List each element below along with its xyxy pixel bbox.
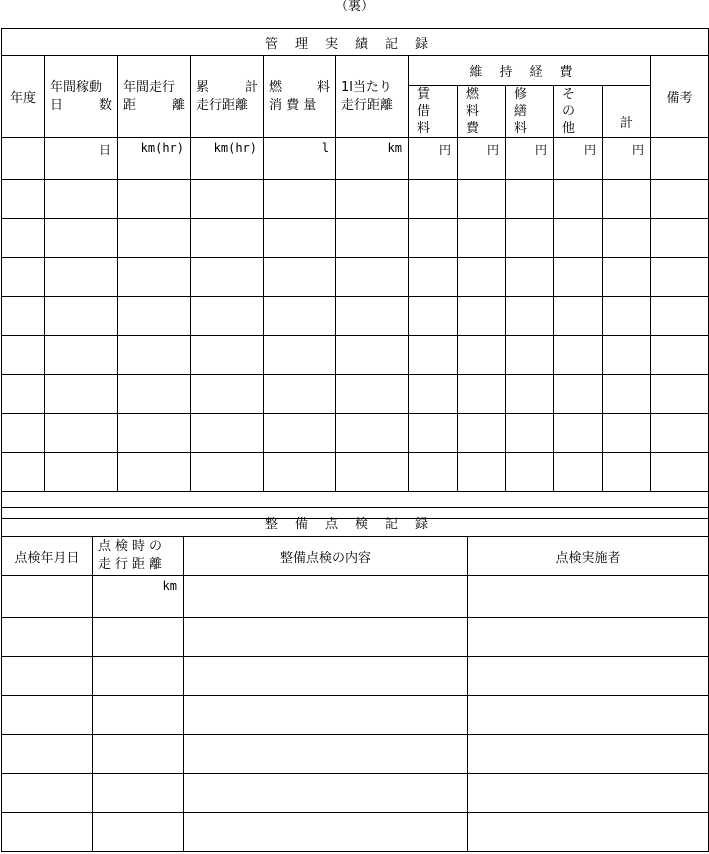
table-row [2,414,709,453]
entry-cell[interactable] [184,657,468,696]
entry-cell[interactable] [554,336,603,375]
entry-cell[interactable] [45,336,118,375]
entry-cell[interactable] [506,219,554,258]
entry-cell[interactable] [118,219,191,258]
entry-cell[interactable] [45,180,118,219]
entry-cell[interactable] [191,375,264,414]
unit-cell[interactable]: 円 [554,138,603,180]
entry-cell[interactable] [458,297,506,336]
entry-cell[interactable] [2,180,45,219]
entry-cell[interactable] [336,219,409,258]
entry-cell[interactable] [93,774,184,813]
entry-cell[interactable] [651,336,709,375]
table-row [2,618,709,657]
entry-cell[interactable] [458,336,506,375]
entry-cell[interactable] [409,453,458,492]
header-fuel-consumption: 燃 料 消 費 量 [264,56,336,138]
entry-cell[interactable] [603,258,651,297]
header-annual-operating-days: 年間稼動 日 数 [45,56,118,138]
inspection-data-rows [2,618,709,852]
entry-cell[interactable] [93,657,184,696]
entry-cell[interactable] [506,336,554,375]
entry-cell[interactable] [118,375,191,414]
entry-cell[interactable] [45,453,118,492]
entry-cell[interactable] [45,219,118,258]
entry-cell[interactable] [603,180,651,219]
entry-cell[interactable] [554,453,603,492]
entry-cell[interactable] [2,258,45,297]
unit-cell[interactable] [468,576,709,618]
header-other: そ の 他 [554,86,603,138]
entry-cell[interactable] [93,618,184,657]
unit-row [2,138,709,180]
entry-cell[interactable] [191,219,264,258]
header-inspection-date: 点検年月日 [2,537,93,576]
entry-cell[interactable] [468,774,709,813]
management-data-rows [2,180,709,492]
table-row [2,336,709,375]
entry-cell[interactable] [336,453,409,492]
header-inspection-distance: 点検時の 走行距離 [93,537,184,576]
entry-cell[interactable] [93,696,184,735]
entry-cell[interactable] [603,453,651,492]
entry-cell[interactable] [554,375,603,414]
table-row [2,813,709,852]
entry-cell[interactable] [458,180,506,219]
entry-cell[interactable] [191,258,264,297]
inspection-record-table [1,507,709,852]
header-rent: 賃 借 料 [409,86,458,138]
entry-cell[interactable] [336,414,409,453]
entry-cell[interactable] [118,180,191,219]
entry-cell[interactable] [2,414,45,453]
entry-cell[interactable] [2,696,93,735]
header-maintenance-cost: 維持経費 [409,56,651,86]
table-row [2,453,709,492]
entry-cell[interactable] [264,258,336,297]
entry-cell[interactable] [184,696,468,735]
entry-cell[interactable] [554,258,603,297]
entry-cell[interactable] [184,735,468,774]
entry-cell[interactable] [191,180,264,219]
unit-cell[interactable] [2,576,93,618]
entry-cell[interactable] [603,414,651,453]
unit-cell[interactable] [184,576,468,618]
entry-cell[interactable] [468,657,709,696]
entry-cell[interactable] [506,180,554,219]
entry-cell[interactable] [458,258,506,297]
header-remarks: 備考 [651,56,709,138]
entry-cell[interactable] [118,258,191,297]
entry-cell[interactable] [506,453,554,492]
header-repair: 修 繕 料 [506,86,554,138]
entry-cell[interactable] [118,336,191,375]
entry-cell[interactable] [118,453,191,492]
unit-cell[interactable]: km [336,138,409,180]
table-row [2,297,709,336]
entry-cell[interactable] [506,258,554,297]
entry-cell[interactable] [264,180,336,219]
table-row [2,696,709,735]
entry-cell[interactable] [2,297,45,336]
entry-cell[interactable] [651,375,709,414]
entry-cell[interactable] [2,453,45,492]
entry-cell[interactable] [651,180,709,219]
header-year: 年度 [2,56,45,138]
entry-cell[interactable] [45,258,118,297]
entry-cell[interactable] [118,414,191,453]
unit-cell[interactable]: 円 [458,138,506,180]
table-row [2,219,709,258]
entry-cell[interactable] [603,375,651,414]
entry-cell[interactable] [554,219,603,258]
entry-cell[interactable] [2,774,93,813]
table-row [2,735,709,774]
table-row [2,774,709,813]
unit-cell[interactable]: 円 [603,138,651,180]
entry-cell[interactable] [264,219,336,258]
entry-cell[interactable] [409,219,458,258]
unit-cell[interactable]: km [93,576,184,618]
entry-cell[interactable] [409,414,458,453]
entry-cell[interactable] [264,375,336,414]
entry-cell[interactable] [93,813,184,852]
entry-cell[interactable] [336,297,409,336]
entry-cell[interactable] [409,180,458,219]
entry-cell[interactable] [409,375,458,414]
table-row [2,657,709,696]
entry-cell[interactable] [458,414,506,453]
entry-cell[interactable] [468,696,709,735]
entry-cell[interactable] [184,774,468,813]
inspection-unit-row [2,576,709,618]
entry-cell[interactable] [45,414,118,453]
entry-cell[interactable] [409,258,458,297]
unit-cell[interactable]: km(hr) [191,138,264,180]
unit-cell[interactable] [2,138,45,180]
entry-cell[interactable] [458,219,506,258]
entry-cell[interactable] [93,735,184,774]
entry-cell[interactable] [603,219,651,258]
header-fuel-cost: 燃 料 費 [458,86,506,138]
entry-cell[interactable] [191,453,264,492]
entry-cell[interactable] [184,618,468,657]
entry-cell[interactable] [554,180,603,219]
entry-cell[interactable] [2,735,93,774]
entry-cell[interactable] [264,336,336,375]
entry-cell[interactable] [506,297,554,336]
entry-cell[interactable] [651,453,709,492]
management-record-title: 管理実績記録 [2,29,709,56]
entry-cell[interactable] [336,180,409,219]
entry-cell[interactable] [2,618,93,657]
entry-cell[interactable] [554,297,603,336]
table-row [2,375,709,414]
header-inspector: 点検実施者 [468,537,709,576]
entry-cell[interactable] [336,336,409,375]
header-annual-distance: 年間走行 距 離 [118,56,191,138]
unit-cell[interactable]: 日 [45,138,118,180]
entry-cell[interactable] [651,297,709,336]
entry-cell[interactable] [458,453,506,492]
unit-cell[interactable]: 円 [506,138,554,180]
entry-cell[interactable] [506,414,554,453]
entry-cell[interactable] [118,297,191,336]
inspection-record-title: 整備点検記録 [2,508,709,537]
header-cumulative-distance: 累 計 走行距離 [191,56,264,138]
entry-cell[interactable] [45,375,118,414]
entry-cell[interactable] [191,297,264,336]
entry-cell[interactable] [2,375,45,414]
header-inspection-content: 整備点検の内容 [184,537,468,576]
entry-cell[interactable] [336,258,409,297]
entry-cell[interactable] [506,375,554,414]
header-distance-per-liter: 1l当たり 走行距離 [336,56,409,138]
entry-cell[interactable] [468,735,709,774]
entry-cell[interactable] [2,219,45,258]
entry-cell[interactable] [409,336,458,375]
entry-cell[interactable] [651,414,709,453]
entry-cell[interactable] [409,297,458,336]
entry-cell[interactable] [651,219,709,258]
entry-cell[interactable] [264,297,336,336]
entry-cell[interactable] [458,375,506,414]
management-record-table [1,28,709,519]
unit-cell[interactable]: l [264,138,336,180]
unit-cell[interactable]: 円 [409,138,458,180]
entry-cell[interactable] [264,453,336,492]
header-total: 計 [603,86,651,138]
entry-cell[interactable] [184,813,468,852]
entry-cell[interactable] [2,336,45,375]
page-side-label: （裏） [334,0,374,14]
unit-cell[interactable] [651,138,709,180]
entry-cell[interactable] [651,258,709,297]
entry-cell[interactable] [264,414,336,453]
entry-cell[interactable] [468,618,709,657]
entry-cell[interactable] [336,375,409,414]
entry-cell[interactable] [2,813,93,852]
entry-cell[interactable] [45,297,118,336]
table-row [2,258,709,297]
unit-cell[interactable]: km(hr) [118,138,191,180]
entry-cell[interactable] [468,813,709,852]
entry-cell[interactable] [603,336,651,375]
table-row [2,180,709,219]
entry-cell[interactable] [191,336,264,375]
entry-cell[interactable] [603,297,651,336]
entry-cell[interactable] [191,414,264,453]
entry-cell[interactable] [2,657,93,696]
entry-cell[interactable] [554,414,603,453]
